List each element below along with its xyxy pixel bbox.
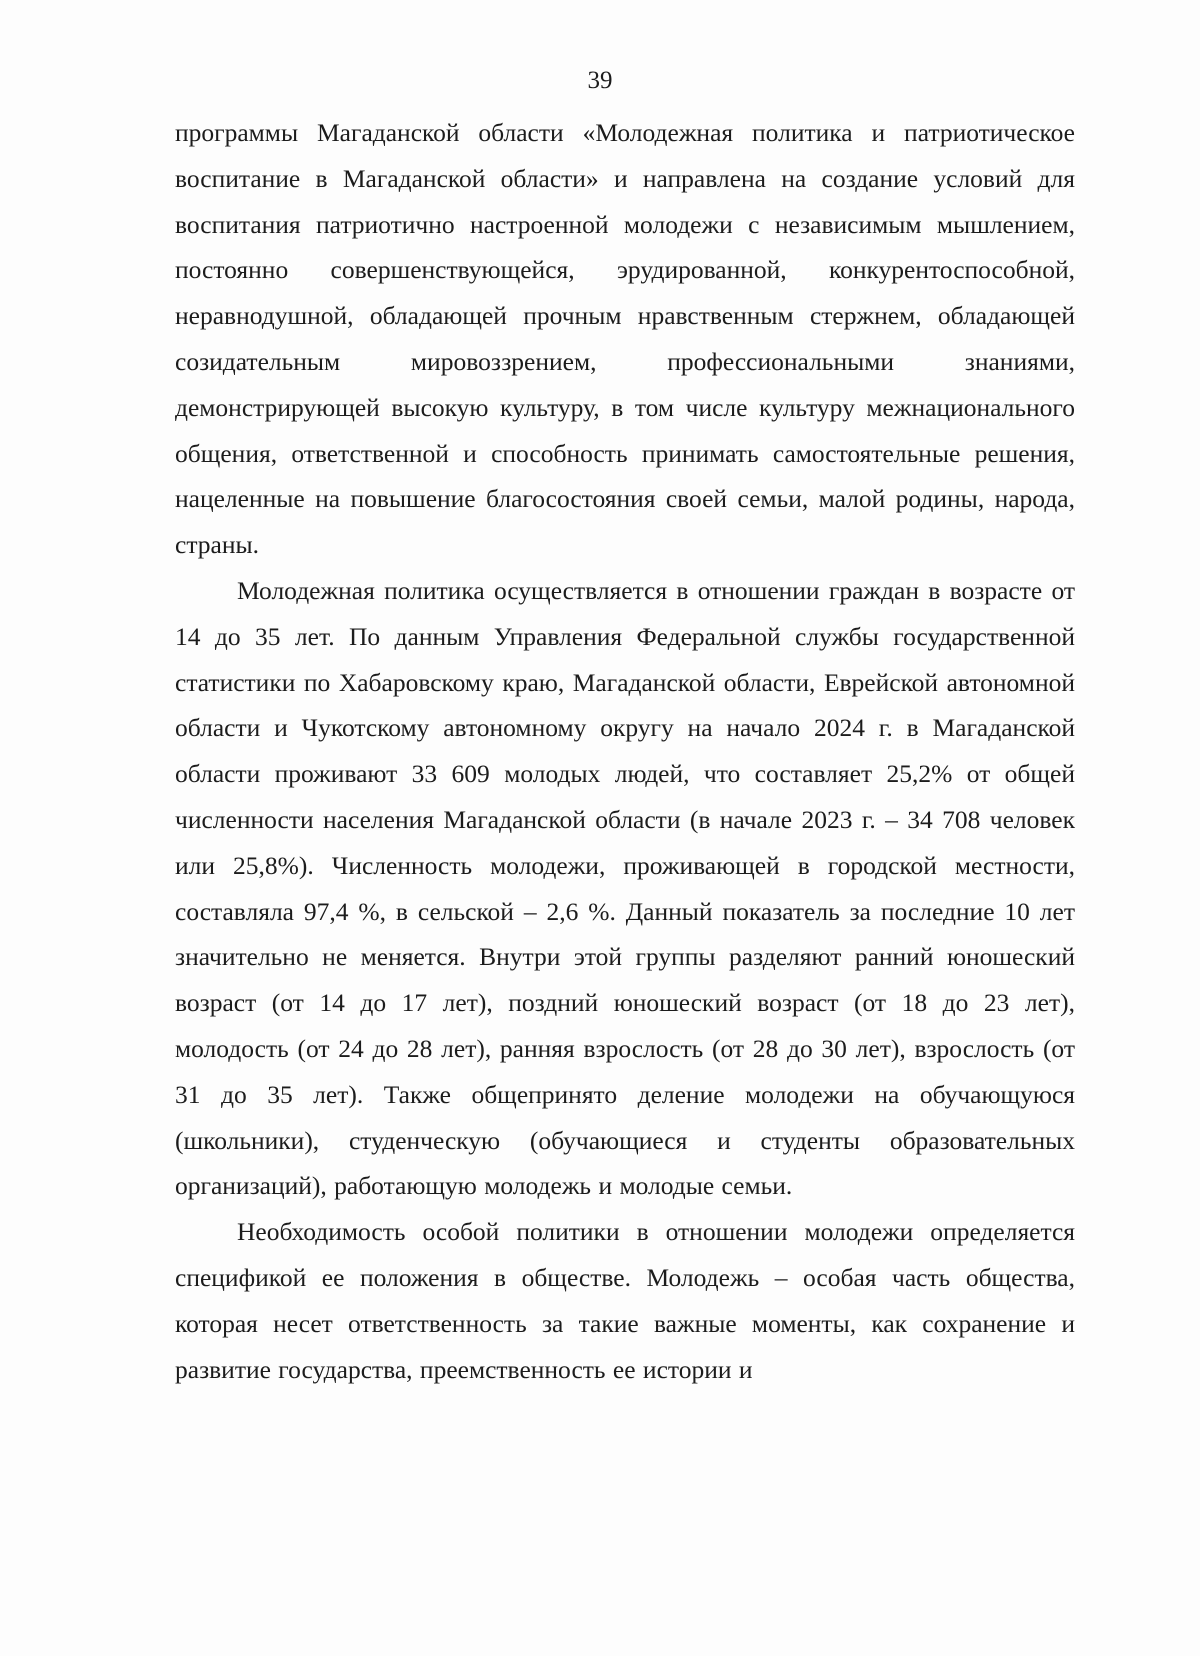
paragraph-program-goals: программы Магаданской области «Молодежная политика и патриотическое воспитание в Магаданской области» и направлена на создание условий для воспитания патриотично настроенной молодежи с независимым мышлением, постоянно совершенствующейся, эрудированной, конкурентоспособной, неравнодушной, обладающей прочным нравственным стержнем, обладающей созидательным мировоззрением, профессиональными знаниями, демонстрирующей высокую культуру, в том числе культуру межнационального общения, ответственной и способность принимать самостоятельные решения, нацеленные на повышение благосостояния своей семьи, малой родины, народа, страны. bbox=[175, 118, 1075, 560]
paragraph-youth-policy-necessity: Необходимость особой политики в отношении молодежи определяется спецификой ее положения в обществе. Молодежь – особая часть общества, которая несет ответственность за такие важные моменты, как сохранение и развитие государства, преемственность ее истории и bbox=[175, 1217, 1075, 1384]
document-body bbox=[175, 110, 1075, 1392]
paragraph-youth-statistics: Молодежная политика осуществляется в отношении граждан в возрасте от 14 до 35 лет. По данным Управления Федеральной службы государственной статистики по Хабаровскому краю, Магаданской области, Еврейской автономной области и Чукотскому автономному округу на начало 2024 г. в Магаданской области проживают 33 609 молодых людей, что составляет 25,2% от общей численности населения Магаданской области (в начале 2023 г. – 34 708 человек или 25,8%). Численность молодежи, проживающей в городской местности, составляла 97,4 %, в сельской – 2,6 %. Данный показатель за последние 10 лет значительно не меняется. Внутри этой группы разделяют ранний юношеский возраст (от 14 до 17 лет), поздний юношеский возраст (от 18 до 23 лет), молодость (от 24 до 28 лет), ранняя взрослость (от 28 до 30 лет), взрослость (от 31 до 35 лет). Также общепринято деление молодежи на обучающуюся (школьники), студенческую (обучающиеся и студенты образовательных организаций), работающую молодежь и молодые семьи. bbox=[175, 575, 1075, 1201]
page-number: 39 bbox=[587, 67, 613, 94]
